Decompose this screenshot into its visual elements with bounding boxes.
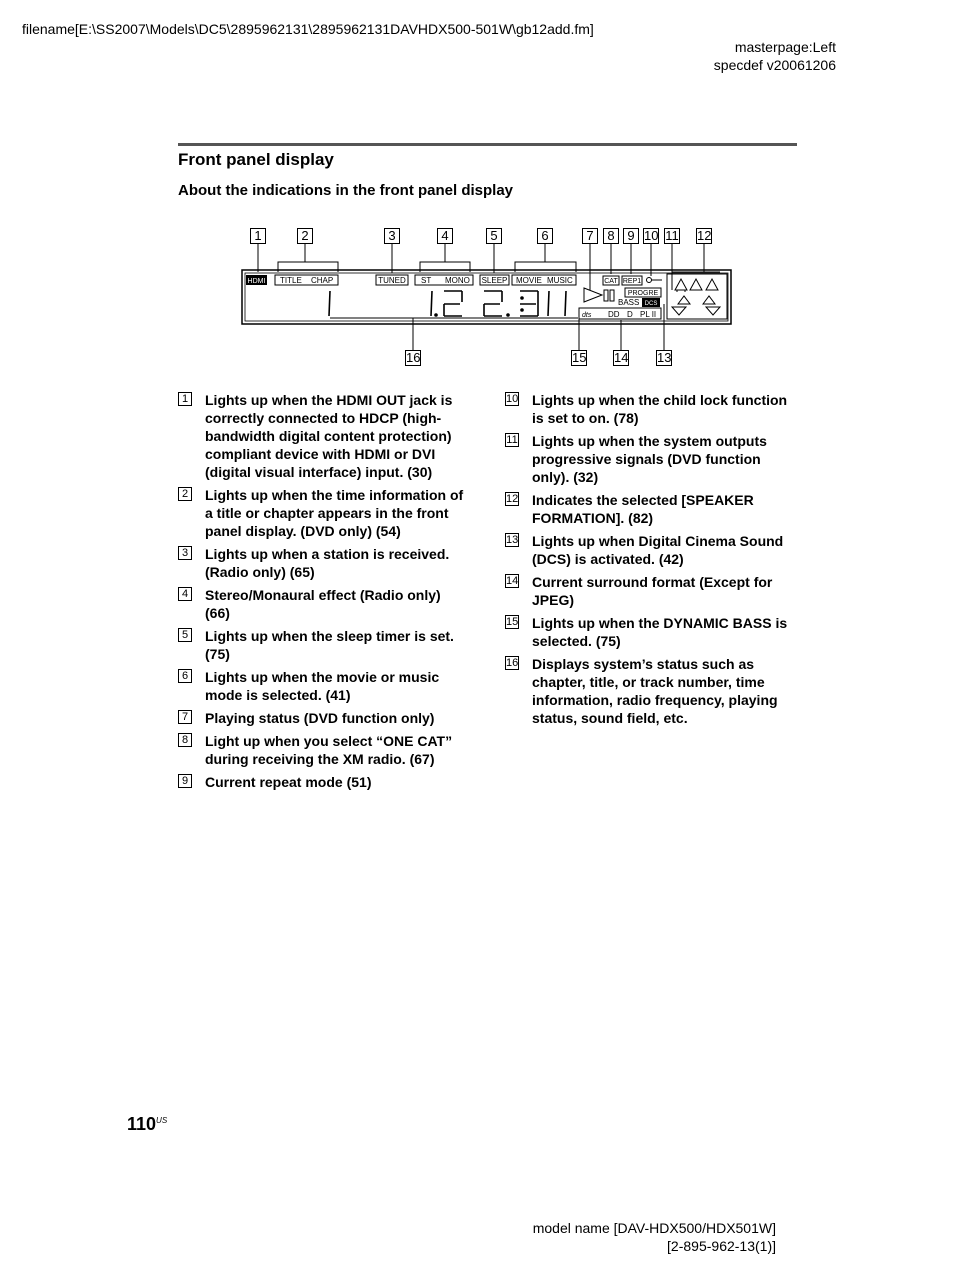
item-text: Lights up when the sleep timer is set. (75) — [205, 628, 454, 662]
footer-model: model name [DAV-HDX500/HDX501W] — [532, 1220, 776, 1236]
item-text: Lights up when Digital Cinema Sound (DCS) is activated. (42) — [532, 533, 784, 567]
callout-6: 6 — [537, 228, 553, 244]
item-text: Lights up when a station is received. (Radio only) (65) — [205, 546, 450, 580]
item-number: 15 — [506, 616, 519, 628]
item-number: 7 — [178, 710, 192, 724]
progre-indicator: PROGRE — [627, 290, 659, 297]
pl2-indicator: PL II — [640, 310, 657, 319]
dts-indicator: dts — [582, 312, 592, 319]
page-number: $110^{US}$ — [127, 1114, 168, 1134]
item-text: Lights up when the system outputs progressive signals (DVD function only). (32) — [532, 433, 767, 485]
item-number: 4 — [178, 587, 192, 601]
list-item — [505, 532, 795, 568]
callout-10: 10 — [644, 228, 659, 243]
item-text: Stereo/Monaural effect (Radio only) (66) — [205, 587, 441, 621]
list-item — [505, 573, 795, 609]
list-item — [505, 391, 795, 427]
chap-indicator: CHAP — [311, 276, 334, 285]
list-item — [178, 627, 468, 663]
header-masterpage: masterpage:Left — [734, 39, 836, 55]
st-indicator: ST — [421, 276, 432, 285]
callout-7: 7 — [582, 228, 598, 244]
subsection-title: About the indications in the front panel display — [178, 182, 514, 199]
callout-8: 8 — [603, 228, 619, 244]
item-number: 16 — [506, 657, 519, 669]
item-text: Indicates the selected [SPEAKER FORMATION]. (82) — [532, 492, 754, 526]
mono-indicator: MONO — [445, 276, 470, 285]
callout-15: 15 — [572, 350, 587, 365]
item-number: 14 — [506, 575, 519, 587]
page-suffix: US — [156, 1116, 168, 1125]
item-number: 6 — [178, 669, 192, 683]
header-filename: filename[E:\SS2007\Models\DC5\2895962131\2895962131DAVHDX500-501W\gb12add.fm] — [22, 21, 594, 37]
item-text: Playing status (DVD function only) — [205, 710, 435, 726]
item-text: Current surround format (Except for JPEG) — [532, 574, 773, 608]
callout-5: 5 — [486, 228, 502, 244]
d-indicator: D — [627, 310, 633, 319]
item-number: 10 — [506, 393, 519, 405]
item-text: Lights up when the HDMI OUT jack is correctly connected to HDCP (high-bandwidth digital content protection) compliant device with HDMI or DVI (digital visual interface) input. (30) — [205, 392, 453, 480]
list-item — [178, 709, 468, 727]
rep1-indicator: REP1 — [622, 278, 642, 285]
item-number: 11 — [506, 434, 518, 446]
callout-1: 1 — [250, 228, 266, 244]
item-number: 9 — [178, 774, 192, 788]
footer-code: [2-895-962-13(1)] — [667, 1238, 776, 1254]
item-number: 8 — [178, 733, 192, 747]
hdmi-indicator: HDMI — [247, 278, 266, 285]
bass-indicator: BASS — [618, 298, 640, 307]
callout-4: 4 — [437, 228, 453, 244]
list-item — [178, 586, 468, 622]
callout-2: 2 — [297, 228, 313, 244]
item-number: 3 — [178, 546, 192, 560]
right-item-list — [505, 391, 795, 732]
list-item — [505, 614, 795, 650]
list-item — [178, 391, 468, 481]
play-icon — [584, 288, 602, 302]
footer — [533, 1219, 776, 1255]
callout-12: 12 — [697, 228, 712, 243]
segment-digits — [329, 291, 566, 316]
dd-indicator: DD — [608, 310, 620, 319]
front-panel-diagram — [0, 0, 954, 380]
item-number: 5 — [178, 628, 192, 642]
item-number: 12 — [506, 493, 519, 505]
left-item-list — [178, 391, 468, 796]
cat-indicator: CAT — [604, 278, 618, 285]
display-indicators — [246, 275, 662, 319]
list-item — [178, 773, 468, 791]
item-text: Lights up when the time information of a title or chapter appears in the front panel display. (DVD only) (54) — [205, 487, 464, 539]
item-text: Lights up when the DYNAMIC BASS is selected. (75) — [532, 615, 788, 649]
speaker-icons — [672, 279, 720, 315]
callout-14: 14 — [614, 350, 629, 365]
title-indicator: TITLE — [280, 276, 302, 285]
item-number: 2 — [178, 487, 192, 501]
pause-icon — [604, 290, 608, 301]
item-text: Light up when you select “ONE CAT” during receiving the XM radio. (67) — [205, 733, 453, 767]
callout-13: 13 — [657, 350, 672, 365]
child-lock-key-icon — [647, 278, 663, 283]
item-text: Lights up when the movie or music mode is selected. (41) — [205, 669, 440, 703]
item-text: Lights up when the child lock function is set to on. (78) — [532, 392, 788, 426]
list-item — [505, 655, 795, 727]
list-item — [178, 486, 468, 540]
list-item — [178, 545, 468, 581]
item-number: 1 — [178, 392, 192, 406]
sleep-indicator: SLEEP — [481, 276, 508, 285]
section-title: Front panel display — [178, 150, 334, 169]
callout-3: 3 — [384, 228, 400, 244]
header-specdef: specdef v20061206 — [713, 57, 836, 73]
item-number: 13 — [506, 534, 519, 546]
dcs-indicator: DCS — [644, 301, 658, 307]
item-text: Displays system’s status such as chapter, title, or track number, time information, radio frequency, playing status, sound field, etc. — [532, 656, 778, 726]
movie-indicator: MOVIE — [516, 276, 542, 285]
tuned-indicator: TUNED — [378, 276, 406, 285]
list-item — [505, 432, 795, 486]
callout-16: 16 — [406, 350, 421, 365]
list-item — [178, 732, 468, 768]
music-indicator: MUSIC — [547, 276, 573, 285]
list-item — [505, 491, 795, 527]
callout-9: 9 — [623, 228, 639, 244]
callout-11: 11 — [665, 228, 679, 243]
item-text: Current repeat mode (51) — [205, 774, 372, 790]
list-item — [178, 668, 468, 704]
